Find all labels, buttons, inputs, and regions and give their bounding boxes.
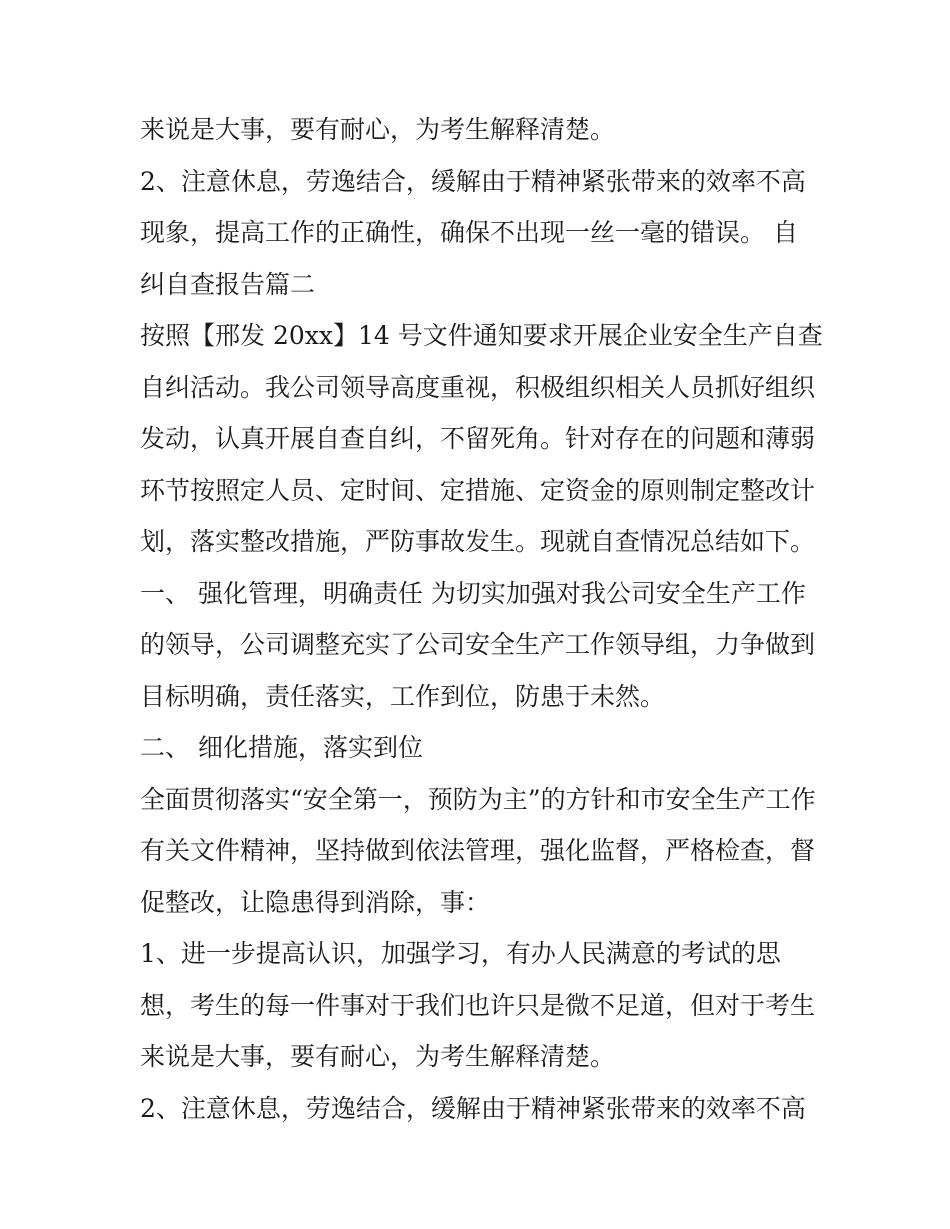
text-line: 现象，提高工作的正确性，确保不出现一丝一毫的错误。 自 — [140, 218, 798, 247]
text-line: 来说是大事，要有耐心，为考生解释清楚。 — [140, 115, 616, 144]
text-line: 按照【邢发 20xx】14 号文件通知要求开展企业安全生产自查 — [140, 321, 823, 350]
text-line: 划，落实整改措施，严防事故发生。现就自查情况总结如下。 — [140, 527, 816, 556]
text-line: 一、 强化管理，明确责任 为切实加强对我公司安全生产工作 — [140, 578, 806, 608]
section-heading: 二、 细化措施，落实到位 — [140, 733, 423, 762]
text-line: 的领导，公司调整充实了公司安全生产工作领导组，力争做到 — [140, 630, 816, 659]
text-line: 发动，认真开展自查自纠，不留死角。针对存在的问题和薄弱 — [140, 424, 816, 453]
text-line: 有关文件精神，坚持做到依法管理，强化监督，严格检查，督 — [140, 836, 816, 865]
text-line: 全面贯彻落实“安全第一，预防为主”的方针和市安全生产工作 — [140, 784, 816, 814]
section-heading: 纠自查报告篇二 — [140, 269, 316, 299]
text-line: 2、注意休息，劳逸结合，缓解由于精神紧张带来的效率不高 — [140, 166, 806, 196]
text-line: 1、进一步提高认识，加强学习，有办人民满意的考试的思 — [140, 939, 781, 968]
text-line: 自纠活动。我公司领导高度重视，积极组织相关人员抓好组织 — [140, 372, 816, 402]
text-line: 目标明确，责任落实，工作到位，防患于未然。 — [140, 681, 666, 711]
text-line: 来说是大事，要有耐心，为考生解释清楚。 — [140, 1042, 616, 1071]
text-line: 想，考生的每一件事对于我们也许只是微不足道，但对于考生 — [140, 990, 816, 1020]
text-line: 2、注意休息，劳逸结合，缓解由于精神紧张带来的效率不高 — [140, 1093, 806, 1123]
text-line: 促整改，让隐患得到消除，事： — [140, 887, 491, 917]
document-body — [140, 104, 830, 1134]
text-line: 环节按照定人员、定时间、定措施、定资金的原则制定整改计 — [140, 475, 816, 505]
